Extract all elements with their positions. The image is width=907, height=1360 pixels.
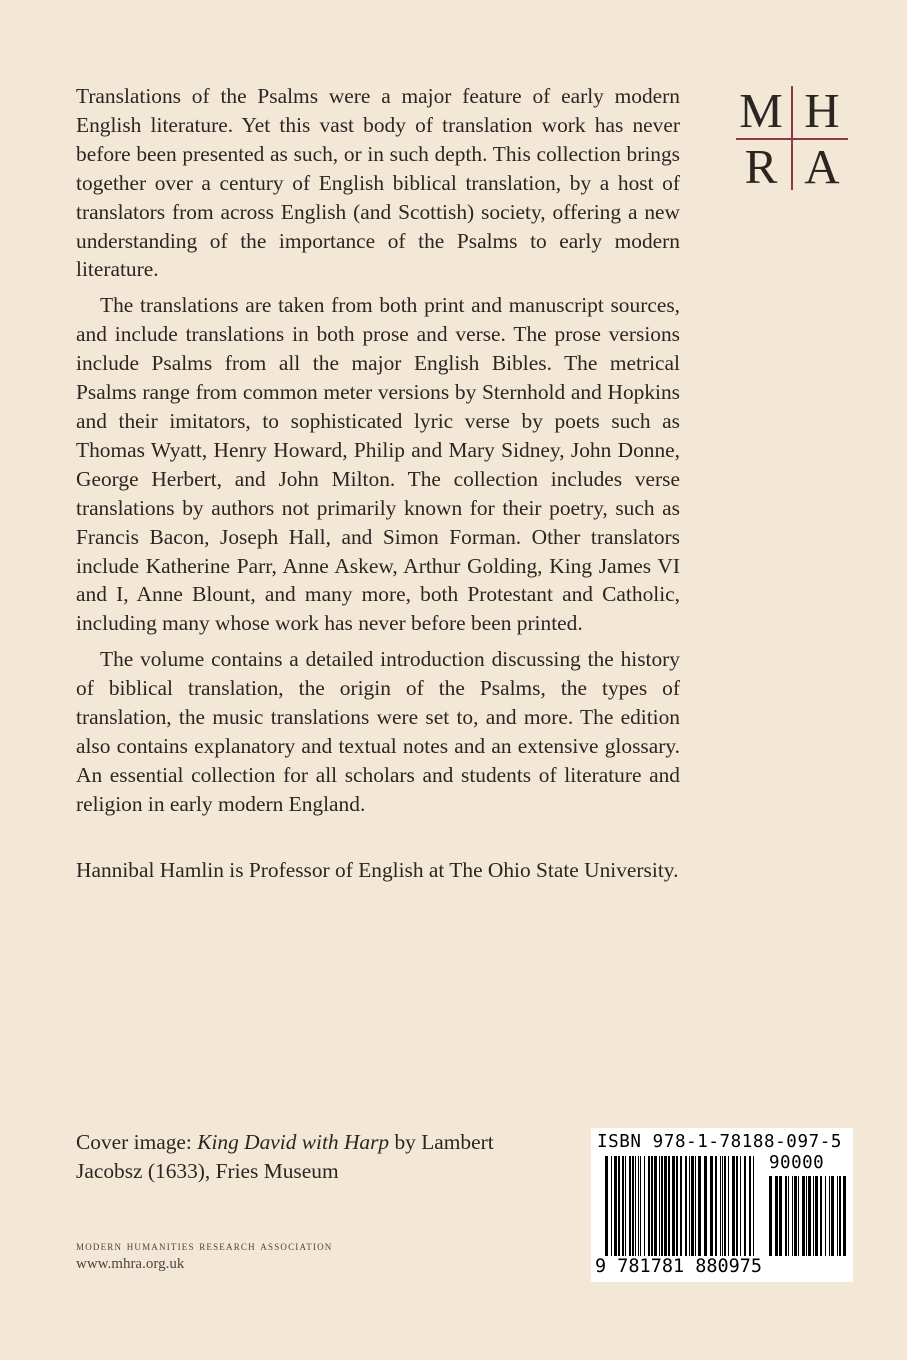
barcode-bar [820,1176,822,1256]
barcode-bar [753,1156,754,1256]
barcode-bar [661,1156,663,1256]
cover-image-credit [76,1128,536,1186]
logo-letter-m: M [739,83,783,138]
credit-suffix: by Lambert Jacobsz (1633), Fries Museum [76,1130,494,1183]
barcode-bar [640,1156,641,1256]
barcode-bar [664,1156,667,1256]
barcode-bar [680,1156,682,1256]
barcode-bar [813,1176,814,1256]
barcode-bar [724,1156,726,1256]
logo-letter-h: H [804,83,840,138]
barcode-bar [625,1156,626,1256]
author-bio: Hannibal Hamlin is Professor of English at The Ohio State University. [76,858,679,882]
barcode-bar [715,1156,717,1256]
barcode-bar [779,1176,782,1256]
barcode-bar [792,1176,793,1256]
isbn-barcode [591,1128,853,1282]
barcode-bar [676,1156,678,1256]
barcode-bar [632,1156,634,1256]
barcode-bar [829,1176,830,1256]
credit-prefix: Cover image: [76,1130,198,1154]
barcode-bar [668,1156,670,1256]
barcode-bar [749,1156,751,1256]
barcode-bar [802,1176,805,1256]
description-paragraph-2: The translations are taken from both print and manuscript sources, and include translations in both prose and verse. The prose versions include Psalms from all the major English Bibles. The metrical Psalms range from common meter versions by Sternhold and Hopkins and their imitators, to sophisticated lyric verse by poets such as Thomas Wyatt, Henry Howard, Philip and Mary Sidney, John Donne, George Herbert, and John Milton. The collection includes verse translations by authors not primarily known for their poetry, such as Francis Bacon, Joseph Hall, and Simon Forman. Other translators include Katherine Parr, Anne Askew, Arthur Golding, King James VI and I, Anne Blount, and many more, both Protestant and Catholic, including many whose work has never before been printed. [76,293,680,636]
barcode-bar [831,1176,834,1256]
barcode-bar [732,1156,735,1256]
barcode-bar [654,1156,657,1256]
barcode-bar [798,1176,799,1256]
barcode-bar [651,1156,653,1256]
barcode-bar [839,1176,841,1256]
barcode-bar [644,1156,645,1256]
barcode-digits: 9 781781 880975 [595,1256,763,1277]
isbn-label: ISBN 978-1-78188-097-5 [597,1132,842,1152]
barcode-bar [614,1156,617,1256]
barcode-bar [825,1176,826,1256]
barcode-bar [648,1156,650,1256]
barcode-bar [722,1156,723,1256]
barcode-bar [704,1156,707,1256]
barcode-bar [689,1156,690,1256]
barcode-bar [659,1156,660,1256]
credit-artwork-title: King David with Harp [197,1130,390,1154]
logo-letter-r: R [744,139,778,194]
barcode-bar [806,1176,807,1256]
barcode-bar [788,1176,789,1256]
barcode-bar [728,1156,729,1256]
barcode-bar [837,1176,838,1256]
barcode-bar [815,1176,818,1256]
barcode-bar [740,1156,741,1256]
barcode-bar [611,1156,612,1256]
barcode-bar [744,1156,746,1256]
book-description [76,82,680,819]
barcode-bar [618,1156,620,1256]
barcode-bar [785,1176,787,1256]
barcode-bar [629,1156,631,1256]
barcode-bar [635,1156,636,1256]
barcode-bar [794,1176,797,1256]
barcode-bar [698,1156,701,1256]
barcode-bar [605,1156,608,1256]
mhra-logo [736,84,848,192]
barcode-bar [638,1156,639,1256]
barcode-bar [685,1156,687,1256]
barcode-bar [769,1176,772,1256]
barcode-bars-addon [769,1176,847,1256]
addon-code: 90000 [769,1153,825,1173]
barcode-bar [710,1156,713,1256]
barcode-bar [808,1176,811,1256]
barcode-bar [843,1176,846,1256]
description-paragraph-1: Translations of the Psalms were a major feature of early modern English literature. Yet this vast body of translation work has never before been presented as such, or in such depth. This collection brings together over a century of English biblical translation, by a host of translators from across English (and Scottish) society, offering a new understanding of the importance of the Psalms to early modern literature. [76,84,680,282]
barcode-bar [736,1156,738,1256]
publisher-url[interactable]: www.mhra.org.uk [76,1256,185,1272]
barcode-bars-main [605,1156,757,1256]
barcode-bar [622,1156,624,1256]
barcode-bar [720,1156,721,1256]
barcode-bar [672,1156,675,1256]
logo-letter-a: A [804,139,840,194]
logo-horizontal-rule [736,138,848,140]
barcode-bar [691,1156,694,1256]
publisher-name: modern humanities research association [76,1238,333,1253]
barcode-bar [775,1176,778,1256]
description-paragraph-3: The volume contains a detailed introduction discussing the history of biblical translation, the origin of the Psalms, the types of translation, the music translations were set to, and more. The edition also contains explanatory and textual notes and an extensive glossary. An essential collection for all scholars and students of literature and religion in early modern England. [76,647,680,816]
barcode-bar [695,1156,696,1256]
